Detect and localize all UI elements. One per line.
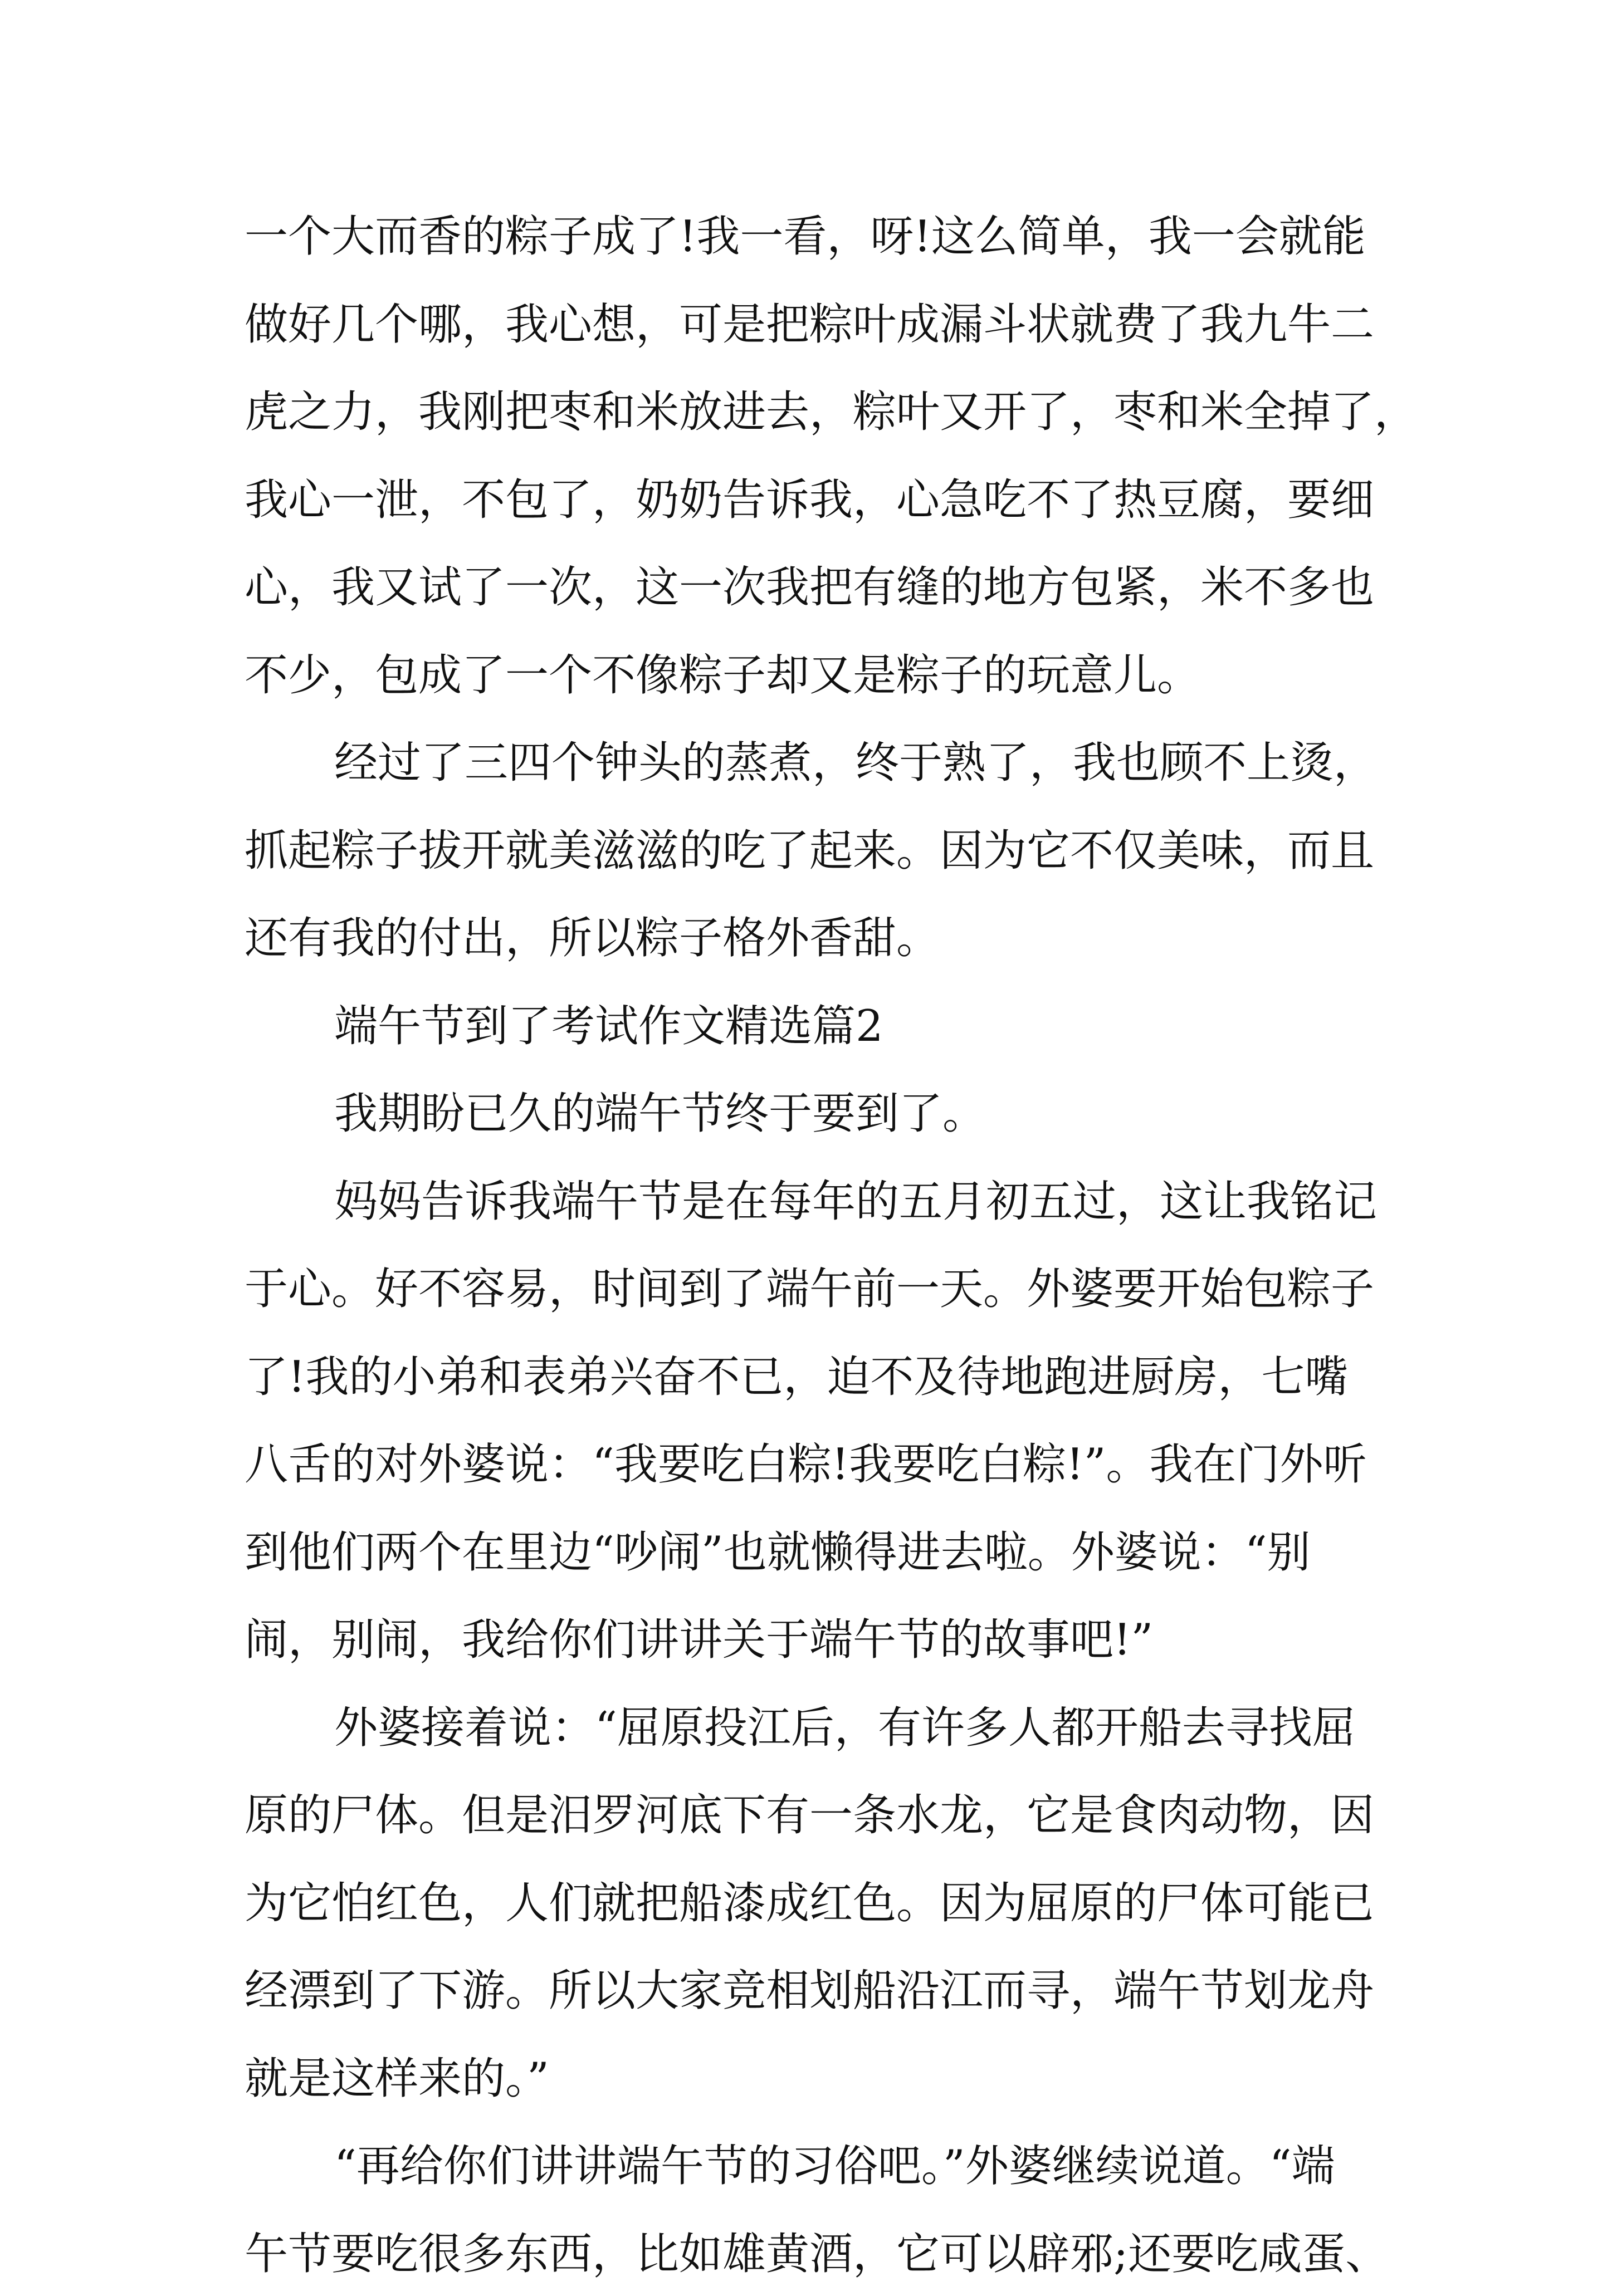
text-line: 于心。好不容易，时间到了端午前一天。外婆要开始包粽子 bbox=[245, 1264, 1375, 1314]
text-line: 抓起粽子拔开就美滋滋的吃了起来。因为它不仅美味，而且 bbox=[245, 826, 1375, 876]
text-line: 我心一泄，不包了，奶奶告诉我，心急吃不了热豆腐，要细 bbox=[245, 475, 1375, 525]
section-title: 端午节到了考试作文精选篇2 bbox=[334, 1001, 883, 1051]
text-line: 了!我的小弟和表弟兴奋不已，迫不及待地跑进厨房，七嘴 bbox=[245, 1352, 1349, 1402]
paragraph-first-line: 我期盼已久的端午节终于要到了。 bbox=[334, 1089, 986, 1139]
text-line: 心，我又试了一次，这一次我把有缝的地方包紧，米不多也 bbox=[245, 562, 1375, 613]
text-line: 八舌的对外婆说：“我要吃白粽!我要吃白粽!”。我在门外听 bbox=[245, 1440, 1367, 1490]
paragraph-first-line: 妈妈告诉我端午节是在每年的五月初五过，这让我铭记 bbox=[334, 1177, 1377, 1227]
text-line: 一个大而香的粽子成了!我一看，呀!这么简单，我一会就能 bbox=[245, 212, 1366, 262]
paragraph-first-line: 外婆接着说：“屈原投江后，有许多人都开船去寻找屈 bbox=[334, 1703, 1356, 1753]
text-line: 还有我的付出，所以粽子格外香甜。 bbox=[245, 913, 940, 963]
text-line: 就是这样来的。” bbox=[245, 2054, 549, 2104]
text-line: 做好几个哪，我心想，可是把粽叶成漏斗状就费了我九牛二 bbox=[245, 300, 1375, 350]
text-line: 经漂到了下游。所以大家竞相划船沿江而寻，端午节划龙舟 bbox=[245, 1966, 1375, 2016]
text-line: 不少，包成了一个不像粽子却又是粽子的玩意儿。 bbox=[245, 650, 1201, 701]
text-line: 原的尸体。但是汨罗河底下有一条水龙，它是食肉动物，因 bbox=[245, 1790, 1375, 1840]
paragraph-first-line: “再给你们讲讲端午节的习俗吧。”外婆继续说道。“端 bbox=[334, 2141, 1335, 2191]
text-line: 午节要吃很多东西，比如雄黄酒，它可以辟邪;还要吃咸蛋、 bbox=[245, 2229, 1389, 2279]
paragraph-first-line: 经过了三四个钟头的蒸煮，终于熟了，我也顾不上烫， bbox=[334, 738, 1377, 788]
text-line: 到他们两个在里边“吵闹”也就懒得进去啦。外婆说：“别 bbox=[245, 1528, 1311, 1578]
text-line: 为它怕红色，人们就把船漆成红色。因为屈原的尸体可能已 bbox=[245, 1878, 1375, 1928]
text-line: 闹，别闹，我给你们讲讲关于端午节的故事吧!” bbox=[245, 1615, 1154, 1665]
text-line: 虎之力，我刚把枣和米放进去，粽叶又开了，枣和米全掉了， bbox=[245, 387, 1418, 437]
